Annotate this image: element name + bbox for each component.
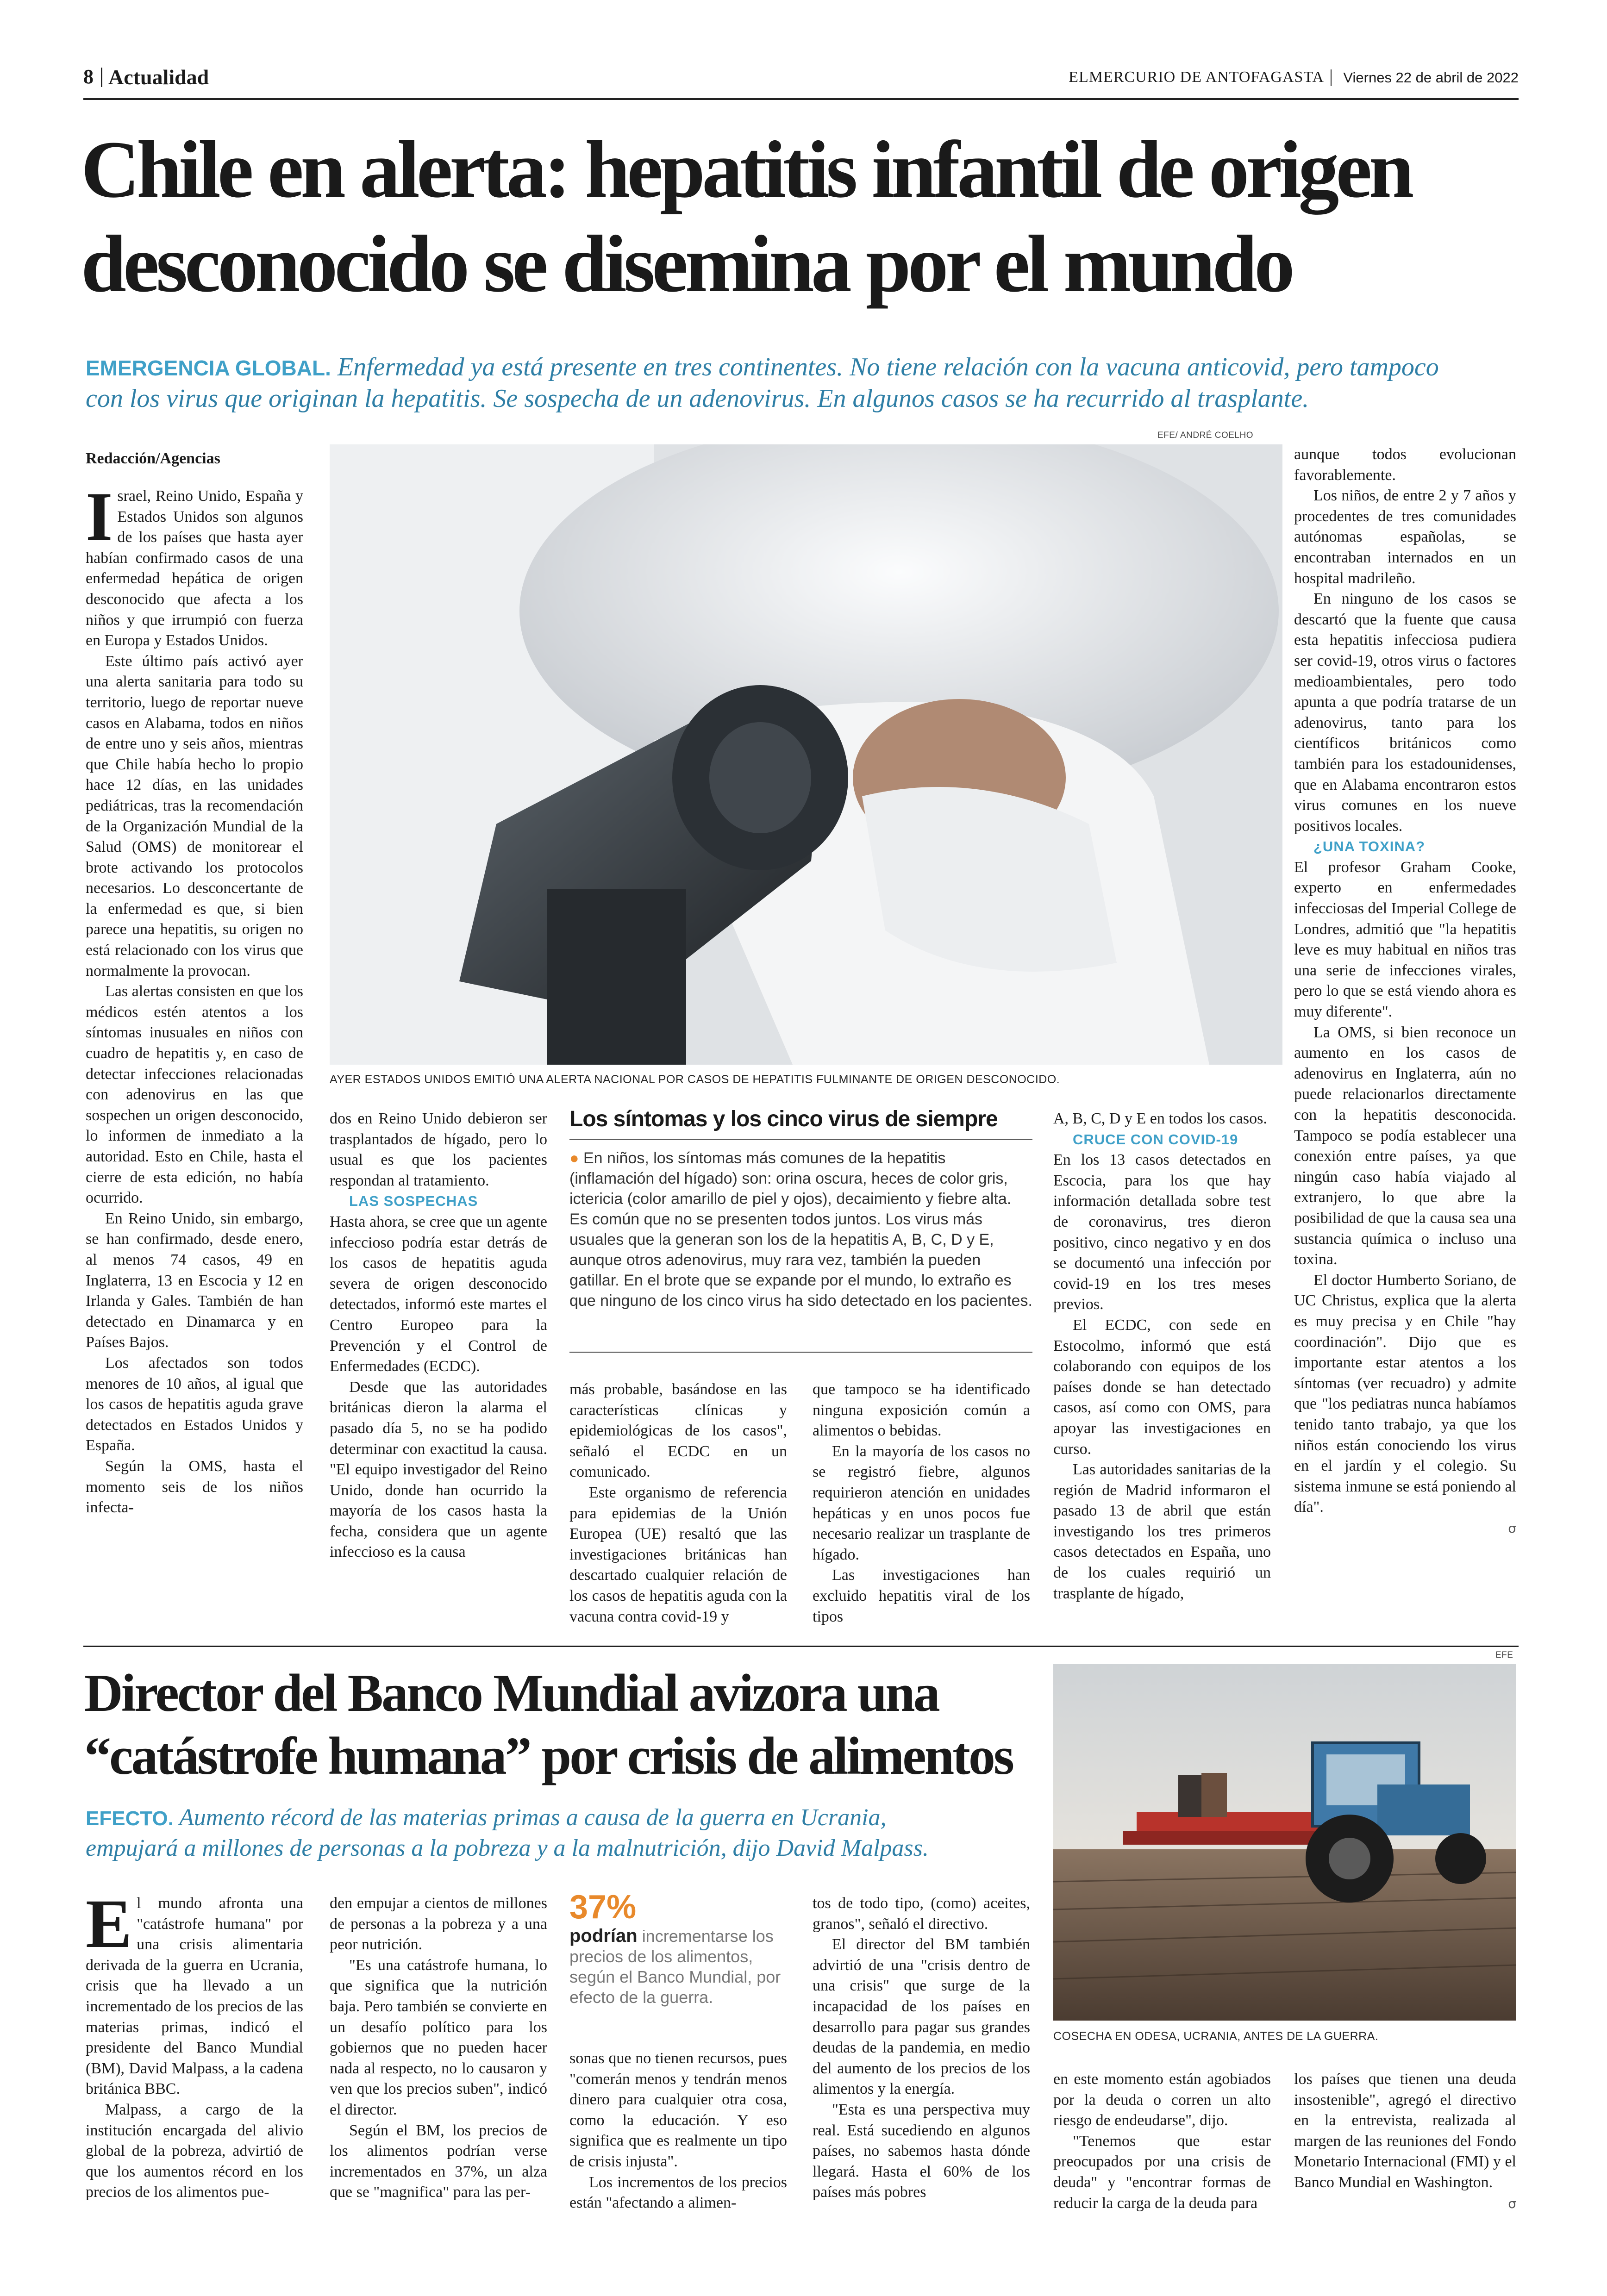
article1-column-4: [813, 1379, 1030, 1627]
article1-col4-p3: Las investigaciones han excluido hepatitis viral de los tipos: [813, 1566, 1030, 1625]
symptoms-box-rule: [569, 1139, 1032, 1140]
article1-col5-p2: En los 13 casos detectados en Escocia, para los que hay información detallada sobre test de coronavirus, tres dieron positivo, cinco negativo y en dos se documentó una infección por covid-19 en los tres meses previos.: [1053, 1151, 1271, 1313]
article1-deck-text-1: Enfermedad ya está presente en tres continentes. No tiene relación con la vacuna anticovid, pero tampoco: [337, 353, 1439, 381]
article2-col5-p2: "Tenemos que estar preocupados por una crisis de deuda" y "encontrar formas de reducir la carga de la deuda para: [1053, 2132, 1271, 2212]
article1-col1-p5: Los afectados son todos menores de 10 años, al igual que los casos de hepatitis aguda grave detectados en Estados Unidos y España.: [86, 1354, 303, 1454]
stat-label-rest: incrementarse los precios de los alimentos, según el Banco Mundial, por efecto de la guerra.: [569, 1927, 781, 2007]
article1-deck-text-2: con los virus que originan la hepatitis. Se sospecha de un adenovirus. En algunos casos se ha recurrido al trasplante.: [86, 384, 1309, 413]
article1-col1-p4: En Reino Unido, sin embargo, se han confirmado, desde enero, al menos 74 casos, 49 en Inglaterra, 13 en Escocia y 12 en Irlanda y Gales. También de han detectado en Dinamarca y en Países Bajos.: [86, 1210, 303, 1351]
article2-headline-line2: “catástrofe humana” por crisis de alimentos: [84, 1727, 1013, 1786]
page-number: 8: [83, 65, 94, 88]
section-name: Actualidad: [108, 65, 209, 89]
newspaper-name: ELMERCURIO DE ANTOFAGASTA: [1069, 69, 1324, 86]
article1-col6-p3: En ninguno de los casos se descartó que la fuente que causa esta hepatitis infecciosa pudiera ser covid-19, otros virus o factores medioambientales, pero todo apunta a que podría tratarse de un adenovirus, tanto para los científicos británicos como también para los estadounidenses, que en Alabama encontraron estos virus comunes en los nueve positivos locales.: [1294, 590, 1516, 835]
article1-headline-line1: Chile en alerta: hepatitis infantil de origen: [81, 125, 1411, 215]
article2-column-4: [813, 1893, 1030, 2203]
article2-column-1: [86, 1885, 303, 2203]
stat-callout: [569, 1889, 801, 2008]
article1-col4-p1: que tampoco se ha identificado ninguna exposición común a alimentos o bebidas.: [813, 1381, 1030, 1440]
article1-col6-p2: Los niños, de entre 2 y 7 años y procedentes de tres comunidades autónomas españolas, se encontraban internados en un hospital madrileño.: [1294, 487, 1516, 587]
header-divider-right: [1331, 69, 1332, 86]
subheading-las-sospechas: LAS SOSPECHAS: [349, 1193, 478, 1210]
symptoms-box-body: En niños, los síntomas más comunes de la hepatitis (inflamación del hígado) son: orina oscura, heces de color gris, ictericia (color amarillo de piel y ojos), decaimiento y fiebre alta. Es común que no se presenten todos juntos. Los virus más usuales que la generan son los de la hepatitis A, B, C, D y E, aunque otros adenovirus, muy rara vez, también la pueden gatillar. En el brote que se expande por el mundo, lo extraño es que ninguno de los cinco virus ha sido detectado en los pacientes.: [569, 1149, 1032, 1310]
stat-value: 37%: [569, 1889, 637, 1926]
article1-col6-p6: El doctor Humberto Soriano, de UC Christus, explica que la alerta es muy precisa y en Chile "hay coordinación". Dijo que es importante estar atentos a los síntomas (ver recuadro) y admite que "los pediatras nunca habíamos tenido tanto trabajo, ya que los niños están conociendo los virus en el jardín y el colegio. Su sistema inmune se está poniendo al día".: [1294, 1271, 1516, 1516]
article1-col2-p1: dos en Reino Unido debieron ser trasplantados de hígado, pero lo usual es que los pacientes respondan al tratamiento.: [330, 1110, 547, 1189]
article1-col5-p3: El ECDC, con sede en Estocolmo, informó que está colaborando con equipos de los países donde se han detectado casos, así como con OMS, para apoyar las investigaciones en curso.: [1053, 1316, 1271, 1458]
article2-col2-p2: "Es una catástrofe humana, lo que significa que la nutrición baja. Pero también se convierte en un desafío político para los gobiernos que no pueden hacer nada al respecto, no lo causaron y ven que los precios suben", indicó el director.: [330, 1956, 547, 2118]
photo-illustration: [330, 444, 1282, 1065]
article2-column-3: [569, 2048, 787, 2214]
issue-date: Viernes 22 de abril de 2022: [1343, 69, 1519, 86]
article1-col2-p3: Desde que las autoridades británicas dieron la alarma el pasado día 5, no se ha podido determinar con exactitud la causa. "El equipo investigador del Reino Unido, donde han ocurrido la mayoría de los casos hasta la fecha, considera que un agente infeccioso es la causa: [330, 1378, 547, 1561]
article1-col4-p2: En la mayoría de los casos no se registró fiebre, algunos requirieron atención en unidades hepáticas y en unos pocos fue necesario realizar un trasplante de hígado.: [813, 1442, 1030, 1563]
header-rule: [83, 98, 1519, 100]
symptoms-box-title: Los síntomas y los cinco virus de siempre: [569, 1107, 998, 1131]
article1-col6-p1: aunque todos evolucionan favorablemente.: [1294, 446, 1516, 484]
article1-column-3: [569, 1379, 787, 1627]
end-mark-icon-2: σ: [1508, 2196, 1516, 2211]
subheading-una-toxina: ¿UNA TOXINA?: [1313, 838, 1426, 855]
article2-col4-p2: El director del BM también advirtió de una "crisis dentro de una crisis" que surge de la incapacidad de los países en desarrollo para pagar sus grandes deudas de la pandemia, en medio del aumento de los precios de los alimentos y la energía.: [813, 1936, 1030, 2098]
article1-col2-p2: Hasta ahora, se cree que un agente infeccioso podría estar detrás de los casos de hepatitis aguda severa de origen desconocido detectados, informó este martes el Centro Europeo para la Prevención y el Control de Enfermedades (ECDC).: [330, 1213, 547, 1375]
photo2-credit: EFE: [1495, 1650, 1513, 1660]
article1-col3-p2: Este organismo de referencia para epidemias de la Unión Europea (UE) resaltó que las investigaciones británicas han descartado cualquier relación de los casos de hepatitis aguda con la vacuna contra covid-19 y: [569, 1484, 787, 1625]
article2-col1-p1: l mundo afronta una "catástrofe humana" por una crisis alimentaria derivada de la guerra en Ucrania, crisis que ha llevado a un incrementado de los precios de las materias primas, indicó el presidente del Banco Mundial (BM), David Malpass, a la cadena británica BBC.: [86, 1895, 303, 2098]
article2-column-2: [330, 1893, 547, 2203]
article2-deck-text-2: empujará a millones de personas a la pobreza y a la malnutrición, dijo David Malpass.: [86, 1835, 929, 1861]
article1-column-2: [330, 1109, 547, 1563]
article1-col6-p4: El profesor Graham Cooke, experto en enfermedades infecciosas del Imperial College de Londres, admitió que "la hepatitis leve es muy habitual en niños tras una serie de infecciones virales, pero lo que se está viendo ahora es muy diferente".: [1294, 858, 1516, 1021]
photo-credit: EFE/ ANDRÉ COELHO: [1157, 430, 1253, 440]
article2-deck: [86, 1803, 1058, 1863]
article2-deck-text-1: Aumento récord de las materias primas a causa de la guerra en Ucrania,: [179, 1804, 887, 1831]
article1-column-5: [1053, 1109, 1271, 1604]
page-header: [83, 65, 1519, 93]
article1-col1-p1: srael, Reino Unido, España y Estados Unidos son algunos de los países que hasta ayer habían confirmado casos de una enfermedad hepática de origen desconocido que afecta a los niños y que irrumpió con fuerza en Europa y Estados Unidos.: [86, 487, 303, 649]
article2-col6-p1: los países que tienen una deuda insostenible", agregó el directivo en la entrevista, realizada al margen de las reuniones del Fondo Monetario Internacional (FMI) y el Banco Mundial en Washington.: [1294, 2071, 1516, 2191]
header-divider: [101, 68, 102, 87]
article2-col3-p2: Los incrementos de los precios están "afectando a alimen-: [569, 2173, 787, 2212]
article1-headline: [81, 123, 1539, 312]
photo-caption: AYER ESTADOS UNIDOS EMITIÓ UNA ALERTA NACIONAL POR CASOS DE HEPATITIS FULMINANTE DE ORIGEN DESCONOCIDO.: [330, 1073, 1060, 1086]
tractor-field-photo: [1053, 1664, 1516, 2021]
symptoms-box-text: [569, 1148, 1032, 1311]
orange-bullet-icon: ●: [569, 1149, 579, 1167]
article2-col5-p1: en este momento están agobiados por la deuda o corren un alto riesgo de endeudarse", dijo.: [1053, 2071, 1271, 2129]
article2-col3-p1: sonas que no tienen recursos, pues "comerán menos y tendrán menos dinero para cualquier otra cosa, como la educación. Y eso significa que es realmente un tipo de crisis injusta".: [569, 2050, 787, 2170]
article1-column-1: [86, 478, 303, 1518]
article2-headline-line1: Director del Banco Mundial avizora una: [84, 1664, 938, 1723]
article2-col2-p1: den empujar a cientos de millones de personas a la pobreza y a una peor nutrición.: [330, 1895, 547, 1953]
article2-column-5: [1053, 2069, 1271, 2214]
end-mark-icon: σ: [1508, 1520, 1516, 1536]
byline: Redacción/Agencias: [86, 450, 220, 467]
article2-dropcap: E: [86, 1885, 132, 1962]
article1-kicker: EMERGENCIA GLOBAL.: [86, 356, 331, 380]
article1-headline-line2: desconocido se disemina por el mundo: [81, 219, 1292, 309]
article1-col1-p6: Según la OMS, hasta el momento seis de los niños infecta-: [86, 1457, 303, 1516]
article2-col4-p3: "Esta es una perspectiva muy real. Está sucediendo en algunos países, no sabemos hasta dónde llegará. Hasta el 60% de los países más pobres: [813, 2101, 1030, 2201]
article1-col5-p4: Las autoridades sanitarias de la región de Madrid informaron el pasado 13 de abril que están investigando los tres primeros casos detectados en España, uno de los cuales requirió un trasplante de hígado,: [1053, 1461, 1271, 1602]
article2-col2-p3: Según el BM, los precios de los alimentos podrían verse incrementados en 37%, un alza que se "magnifica" para las per-: [330, 2121, 547, 2201]
article1-col6-p5: La OMS, si bien reconoce un aumento en los casos de adenovirus en Inglaterra, aún no puede relacionarlos directamente con la hepatitis desconocida. Tampoco se podía establecer una conexión entre países, ya que ningún caso había viajado al extranjero, lo que abre la posibilidad de que la causa sea una sustancia química o incluso una toxina.: [1294, 1023, 1516, 1268]
article1-col5-p1: A, B, C, D y E en todos los casos.: [1053, 1110, 1267, 1127]
stat-label: [569, 1926, 801, 2008]
article2-column-6: [1294, 2069, 1516, 2214]
article2-col1-p2: Malpass, a cargo de la institución encargada del alivio global de la pobreza, advirtió de que los aumentos récord en los precios de los alimentos pue-: [86, 2101, 303, 2201]
article2-headline: [84, 1662, 1057, 1788]
tractor-illustration: [1053, 1664, 1516, 2021]
subheading-cruce-covid: CRUCE CON COVID-19: [1073, 1131, 1238, 1148]
article-separator: [83, 1646, 1519, 1647]
article1-column-6: [1294, 444, 1516, 1539]
article1-col1-p2: Este último país activó ayer una alerta sanitaria para todo su territorio, luego de reportar nueve casos en Alabama, todos en niños de entre uno y seis años, mientras que Chile había hecho lo propio hace 12 días, en las unidades pediátricas, tras la recomendación de la Organización Mundial de la Salud (OMS) de monitorear el brote activando los protocolos necesarios. Lo desconcertante de la enfermedad es que, si bien parece una hepatitis, su origen no está relacionado con los virus que normalmente la provocan.: [86, 652, 303, 980]
article1-deck: [86, 352, 1521, 414]
symptoms-box: [569, 1106, 1032, 1366]
stat-label-bold: podrían: [569, 1926, 638, 1946]
article2-col4-p1: tos de todo tipo, (como) aceites, granos", señaló el directivo.: [813, 1895, 1030, 1933]
lab-microscope-photo: [330, 444, 1282, 1065]
article2-kicker: EFECTO.: [86, 1807, 174, 1830]
photo2-caption: COSECHA EN ODESA, UCRANIA, ANTES DE LA GUERRA.: [1053, 2030, 1379, 2043]
article1-col3-p1: más probable, basándose en las características clínicas y epidemiológicas de los casos", señaló el ECDC en un comunicado.: [569, 1381, 787, 1481]
article1-col1-p3: Las alertas consisten en que los médicos estén atentos a los síntomas inusuales en niños con cuadro de hepatitis y, en caso de detectar infecciones relacionadas con adenovirus en las que sospechen un origen desconocido, lo informen de inmediato a la autoridad. Esto en Chile, hasta el cierre de esta edición, no había ocurrido.: [86, 983, 303, 1207]
article1-dropcap: I: [86, 478, 113, 555]
symptoms-box-bottom-rule: [569, 1352, 1032, 1353]
